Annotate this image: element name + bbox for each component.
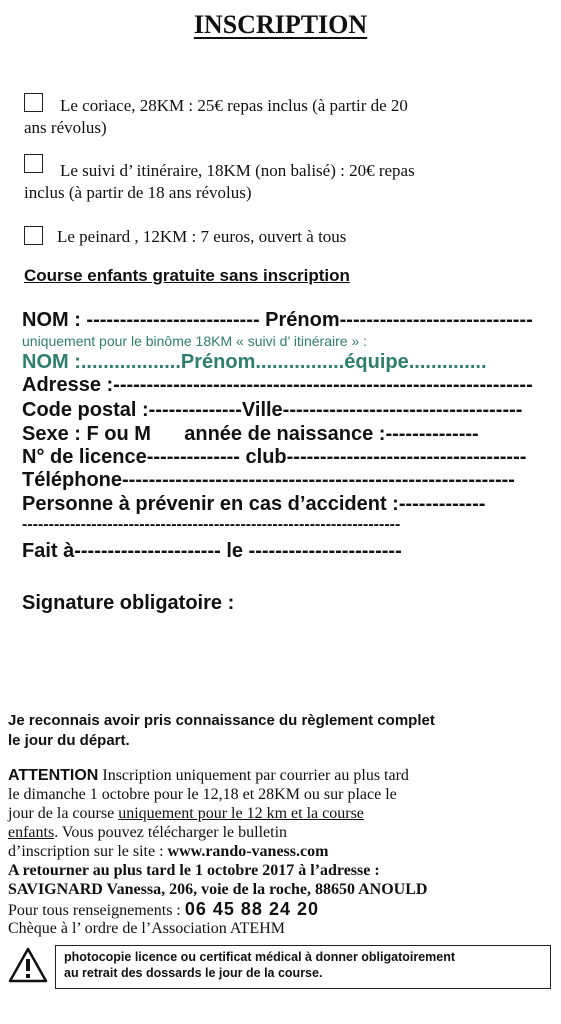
- attention-line3: [8, 805, 364, 823]
- dash-line: -----------------------------------------------------------------------: [22, 516, 401, 533]
- option-suivi-line1: Le suivi d’ itinéraire, 18KM (non balisé) : 20€ repas: [60, 161, 415, 180]
- attention-line5: [8, 843, 328, 861]
- warning-line2: au retrait des dossards le jour de la course.: [64, 966, 323, 980]
- licence-field[interactable]: N° de licence-------------- club------------------------------------: [22, 446, 527, 468]
- option-peinard-checkbox[interactable]: [24, 226, 43, 245]
- nom-field[interactable]: NOM : -------------------------- Prénom-----------------------------: [22, 309, 533, 331]
- option-peinard-line1: Le peinard , 12KM : 7 euros, ouvert à tous: [57, 227, 347, 246]
- option-suivi-checkbox[interactable]: [24, 154, 43, 173]
- attention-text3-underlined: uniquement pour le 12 km et la course: [118, 805, 364, 822]
- attention-text8: Pour tous renseignements :: [8, 902, 185, 919]
- attention-text4-underlined: enfants: [8, 824, 55, 841]
- attention-line8: [8, 900, 319, 920]
- adresse-field[interactable]: Adresse :---------------------------------------------------------------: [22, 374, 533, 396]
- signature-label: Signature obligatoire :: [22, 592, 235, 614]
- reconnais-line1: Je reconnais avoir pris connaissance du règlement complet: [8, 712, 435, 729]
- attention-line1: [8, 767, 409, 785]
- attention-line6: A retourner au plus tard le 1 octobre 2017 à l’adresse :: [8, 862, 380, 879]
- sexe-field[interactable]: Sexe : F ou M année de naissance :--------------: [22, 423, 479, 445]
- attention-line4: [8, 824, 287, 842]
- attention-text1: Inscription uniquement par courrier au plus tard: [98, 767, 409, 784]
- attention-line7: SAVIGNARD Vanessa, 206, voie de la roche, 88650 ANOULD: [8, 881, 428, 898]
- website-link[interactable]: www.rando-vaness.com: [167, 843, 329, 860]
- page-title: [0, 10, 561, 40]
- warning-line1: photocopie licence ou certificat médical à donner obligatoirement: [64, 950, 456, 964]
- telephone-field[interactable]: Téléphone-----------------------------------------------------------: [22, 469, 515, 491]
- option-coriace-checkbox[interactable]: [24, 93, 43, 112]
- option-suivi-line2: inclus (à partir de 18 ans révolus): [24, 183, 252, 202]
- attention-line9: Chèque à l’ ordre de l’Association ATEHM: [8, 920, 285, 937]
- attention-text4: . Vous pouvez télécharger le bulletin: [54, 824, 288, 841]
- option-coriace-line2: ans révolus): [24, 118, 107, 137]
- reconnais-line2: le jour du départ.: [8, 732, 130, 749]
- kids-course-heading: Course enfants gratuite sans inscription: [24, 266, 350, 285]
- binome-note: uniquement pour le binôme 18KM « suivi d’ itinéraire » :: [22, 333, 368, 349]
- option-coriace-line1: Le coriace, 28KM : 25€ repas inclus (à partir de 20: [60, 96, 408, 115]
- attention-label: ATTENTION: [8, 767, 99, 784]
- personne-prevenir-field[interactable]: Personne à prévenir en cas d’accident :-------------: [22, 493, 486, 515]
- code-postal-field[interactable]: Code postal :--------------Ville------------------------------------: [22, 399, 523, 421]
- warning-icon: [8, 947, 48, 988]
- attention-line2: le dimanche 1 octobre pour le 12,18 et 28KM ou sur place le: [8, 786, 397, 803]
- attention-text5: d’inscription sur le site :: [8, 843, 168, 860]
- nom-binome-field[interactable]: NOM :..................Prénom................équipe..............: [22, 351, 487, 373]
- fait-field[interactable]: Fait à---------------------- le -----------------------: [22, 540, 402, 562]
- phone-number: 06 45 88 24 20: [184, 899, 319, 919]
- attention-text3: jour de la course: [8, 805, 119, 822]
- title-text: INSCRIPTION: [193, 10, 368, 39]
